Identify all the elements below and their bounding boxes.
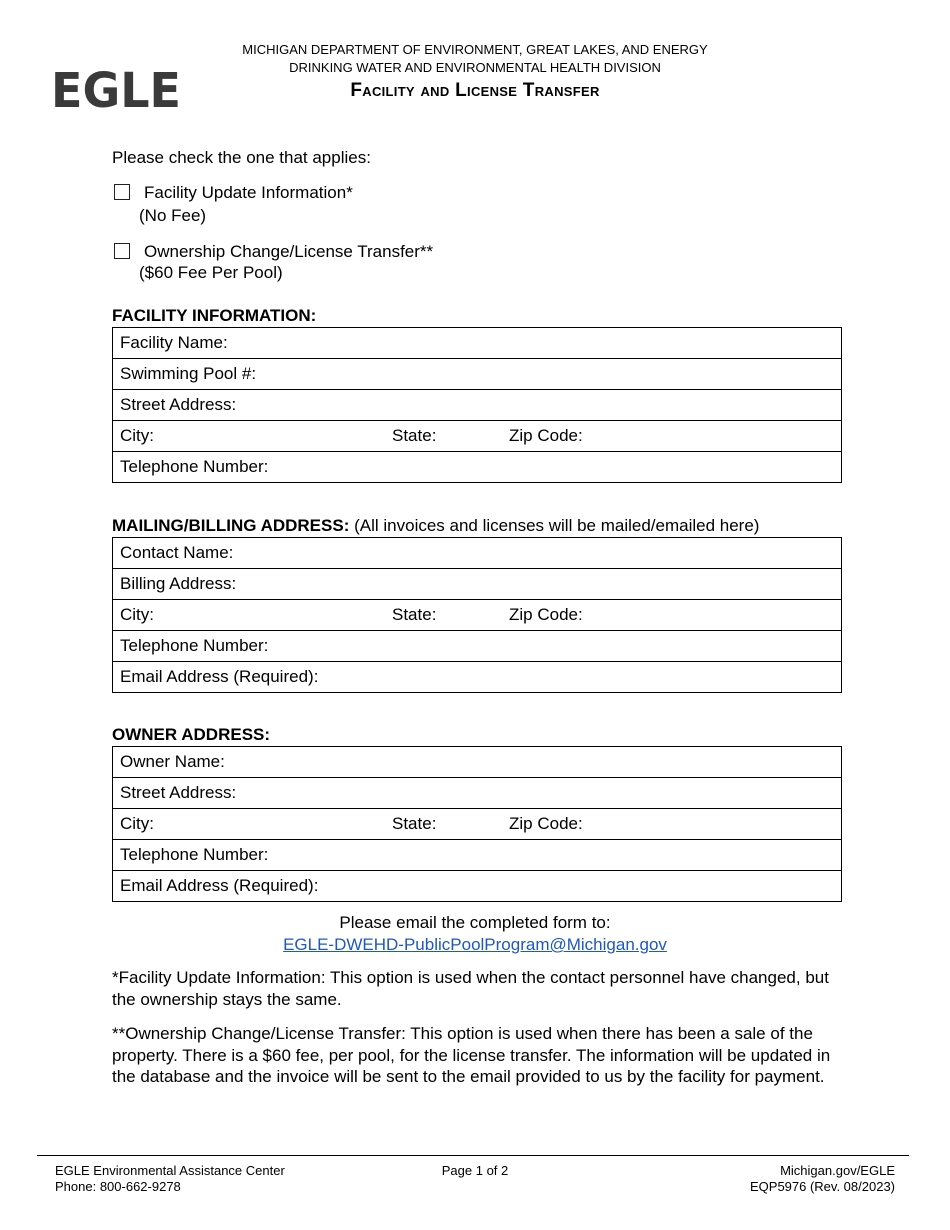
telephone-field[interactable] [113, 631, 842, 662]
city-state-zip-field[interactable] [113, 809, 842, 840]
city-label: City: [120, 814, 154, 833]
program-email-link[interactable]: EGLE-DWEHD-PublicPoolProgram@Michigan.gov [283, 935, 667, 954]
website-link[interactable]: Michigan.gov/EGLE [780, 1163, 895, 1178]
email-field[interactable] [113, 871, 842, 902]
assistance-phone: Phone: 800-662-9278 [55, 1179, 181, 1194]
ownership-change-note: **Ownership Change/License Transfer: This option is used when there has been a sale of the property. There is a $60 fee, per pool, for the license transfer. The information will be updated in the database and the invoice will be sent to the email provided to us by the facility for payment. [112, 1024, 831, 1086]
facility-name-field[interactable] [113, 328, 842, 359]
street-address-label: Street Address: [120, 395, 237, 414]
facility-name-label: Facility Name: [120, 333, 228, 352]
telephone-field[interactable] [113, 840, 842, 871]
owner-name-label: Owner Name: [120, 752, 225, 771]
zip-label: Zip Code: [509, 814, 583, 833]
city-label: City: [120, 605, 154, 624]
footer-divider [37, 1155, 909, 1156]
state-label: State: [392, 605, 437, 624]
facility-update-checkbox[interactable] [114, 184, 130, 200]
street-address-field[interactable] [113, 390, 842, 421]
ownership-change-fee: ($60 Fee Per Pool) [139, 263, 283, 282]
contact-name-field[interactable] [113, 538, 842, 569]
form-id: EQP5976 (Rev. 08/2023) [749, 1179, 895, 1194]
mailing-table [112, 537, 842, 693]
facility-update-note: *Facility Update Information: This option is used when the contact personnel have changed, but the ownership stays the same. [112, 968, 829, 1009]
pool-number-label: Swimming Pool #: [120, 364, 257, 383]
department-name: MICHIGAN DEPARTMENT OF ENVIRONMENT, GREAT LAKES, AND ENERGY [242, 42, 708, 57]
pool-number-field[interactable] [113, 359, 842, 390]
telephone-label: Telephone Number: [120, 845, 269, 864]
state-label: State: [392, 426, 437, 445]
owner-table [112, 746, 842, 902]
ownership-change-label: Ownership Change/License Transfer** [144, 242, 434, 261]
city-state-zip-field[interactable] [113, 600, 842, 631]
city-state-zip-field[interactable] [113, 421, 842, 452]
division-name: DRINKING WATER AND ENVIRONMENTAL HEALTH DIVISION [289, 60, 661, 75]
zip-label: Zip Code: [509, 605, 583, 624]
billing-address-label: Billing Address: [120, 574, 237, 593]
ownership-change-checkbox[interactable] [114, 243, 130, 259]
intro-text: Please check the one that applies: [112, 148, 371, 167]
telephone-field[interactable] [113, 452, 842, 483]
email-field[interactable] [113, 662, 842, 693]
billing-address-field[interactable] [113, 569, 842, 600]
mailing-heading-note: (All invoices and licenses will be mailed/emailed here) [354, 516, 760, 535]
telephone-label: Telephone Number: [120, 636, 269, 655]
logo-text: EGLE [51, 69, 181, 109]
mailing-heading-text: MAILING/BILLING ADDRESS: [112, 516, 350, 535]
footer-right [750, 1163, 895, 1195]
form-title: Facility and License Transfer [350, 80, 600, 101]
facility-info-heading: FACILITY INFORMATION: [112, 306, 317, 325]
state-label: State: [392, 814, 437, 833]
email-instruction: Please email the completed form to: [339, 913, 611, 932]
facility-update-fee: (No Fee) [139, 206, 207, 225]
owner-heading: OWNER ADDRESS: [112, 725, 271, 744]
contact-name-label: Contact Name: [120, 543, 234, 562]
telephone-label: Telephone Number: [120, 457, 269, 476]
street-address-label: Street Address: [120, 783, 237, 802]
assistance-center: EGLE Environmental Assistance Center [55, 1163, 285, 1178]
facility-update-label: Facility Update Information* [144, 183, 353, 202]
email-label: Email Address (Required): [120, 876, 319, 895]
facility-info-table [112, 327, 842, 483]
street-address-field[interactable] [113, 778, 842, 809]
owner-name-field[interactable] [113, 747, 842, 778]
city-label: City: [120, 426, 154, 445]
zip-label: Zip Code: [509, 426, 583, 445]
page-number: Page 1 of 2 [441, 1163, 509, 1178]
email-label: Email Address (Required): [120, 667, 319, 686]
mailing-heading [112, 516, 759, 536]
